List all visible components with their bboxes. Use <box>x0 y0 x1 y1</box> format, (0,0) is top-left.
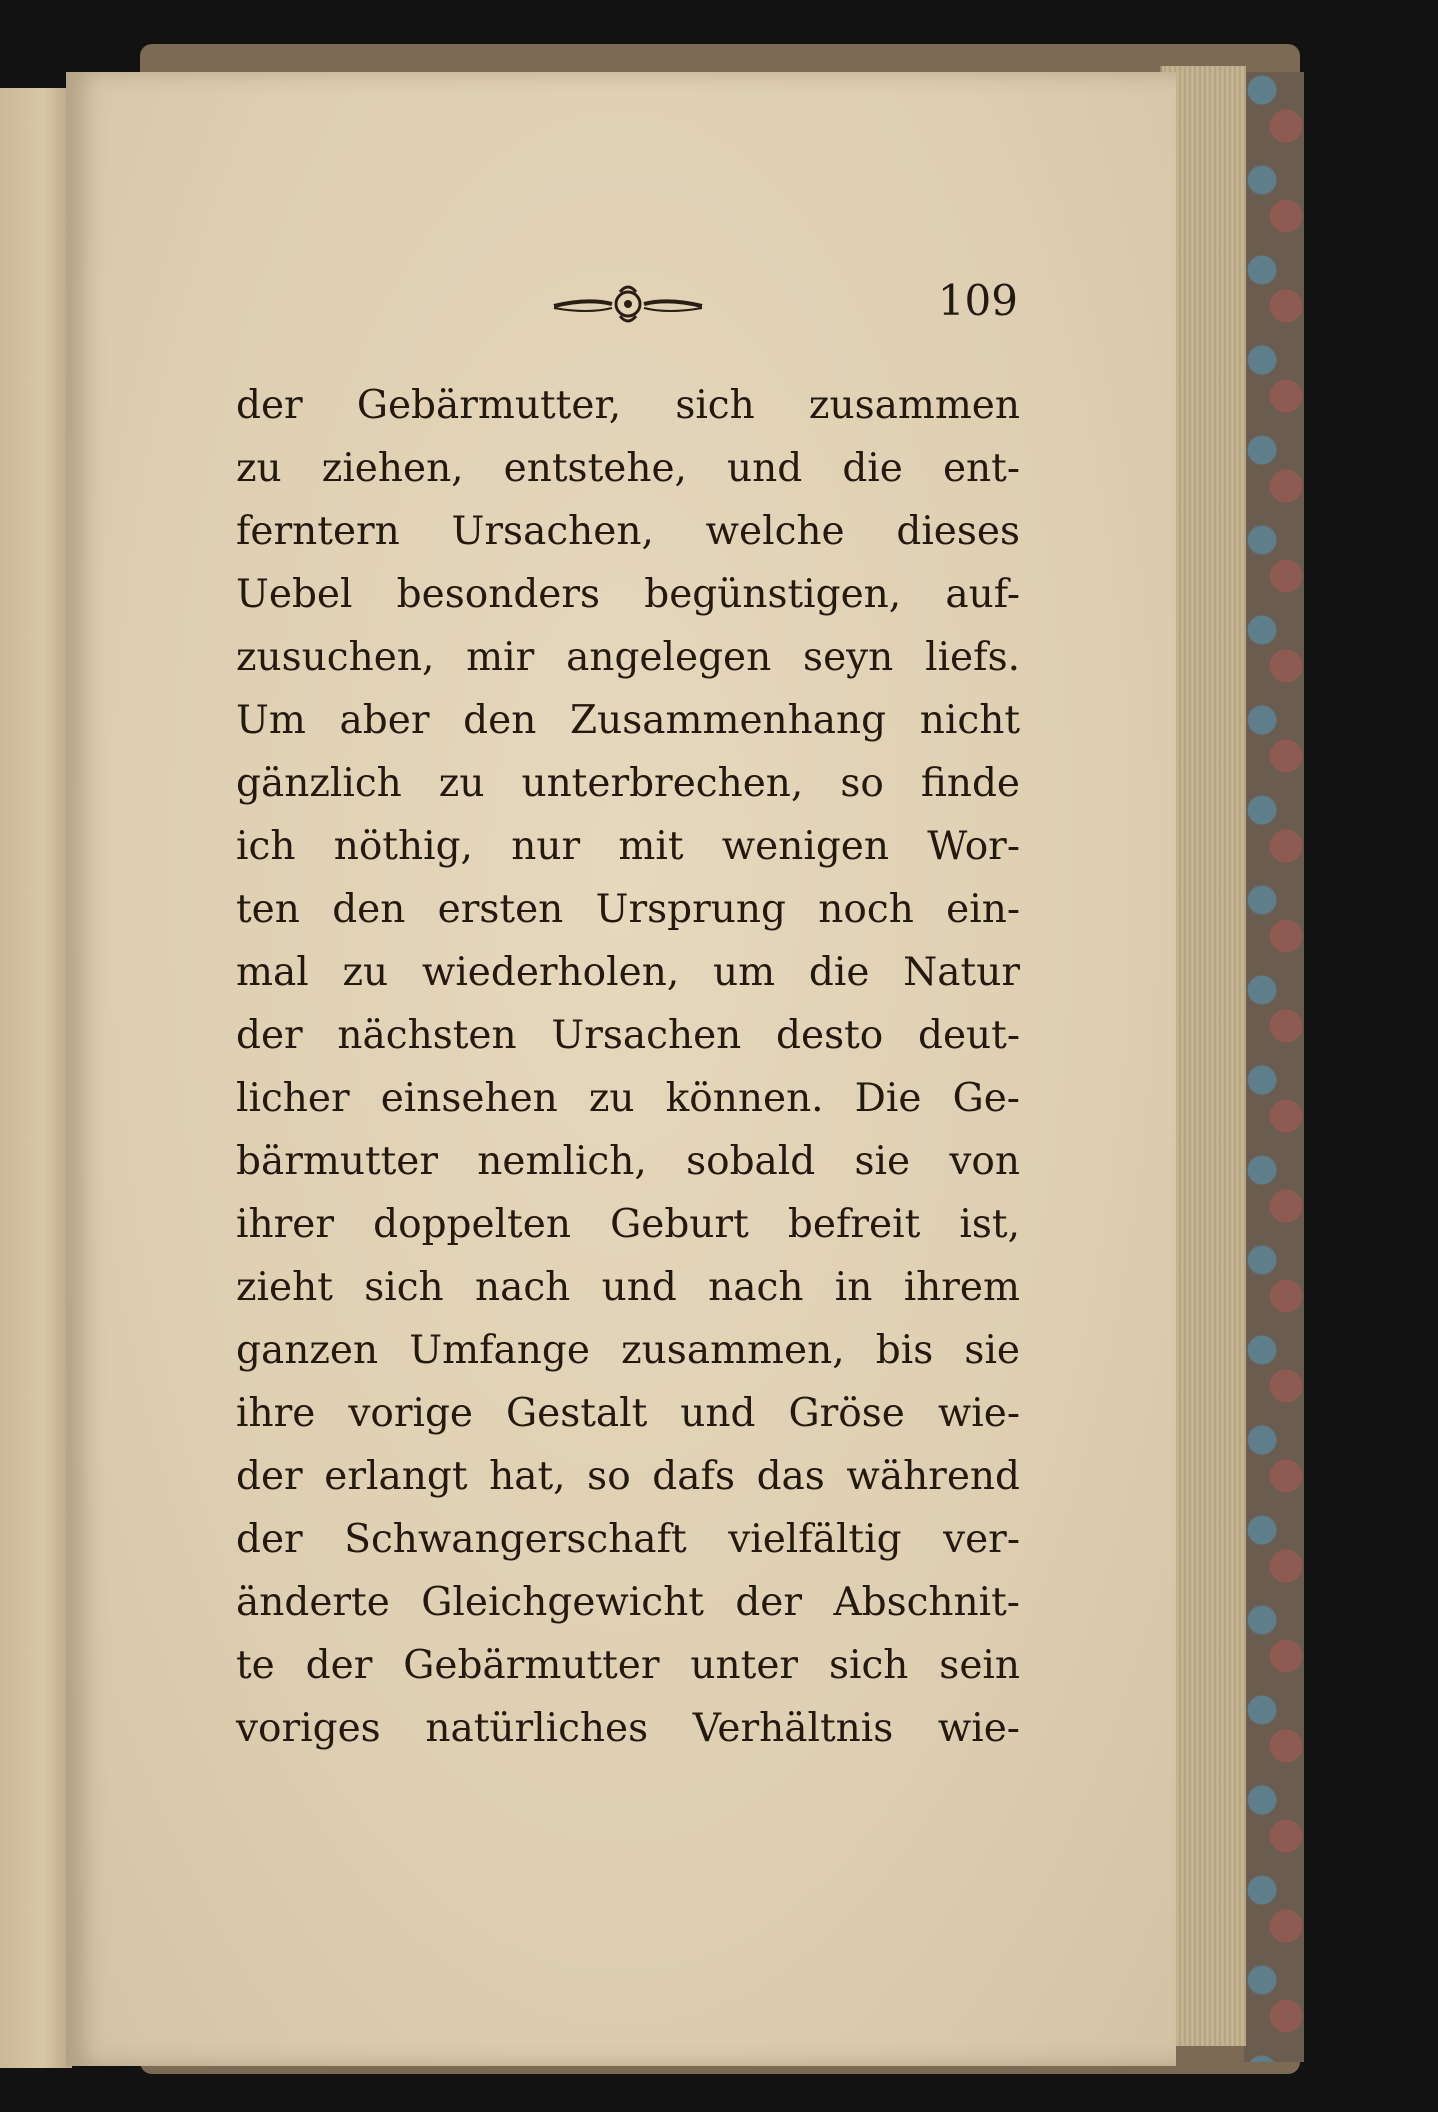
text-line: voriges natürliches Verhältnis wie- <box>236 1706 1020 1751</box>
text-line: zu ziehen, entstehe, und die ent- <box>236 446 1020 491</box>
text-line: licher einsehen zu können. Die Ge- <box>236 1076 1020 1121</box>
text-line: der Gebärmutter, sich zusammen <box>236 383 1020 428</box>
text-line: ihrer doppelten Geburt befreit ist, <box>236 1202 1020 1247</box>
text-line: mal zu wiederholen, um die Natur <box>236 950 1020 995</box>
body-text <box>236 374 1020 1760</box>
text-line: ich nöthig, nur mit wenigen Wor- <box>236 824 1020 869</box>
text-line: änderte Gleichgewicht der Abschnit- <box>236 1580 1020 1625</box>
text-line: der nächsten Ursachen desto deut- <box>236 1013 1020 1058</box>
marbled-cover-edge <box>1244 72 1304 2062</box>
text-line: ferntern Ursachen, welche dieses <box>236 509 1020 554</box>
page-number: 109 <box>937 276 1018 325</box>
text-line: der erlangt hat, so dafs das während <box>236 1454 1020 1499</box>
text-line: te der Gebärmutter unter sich sein <box>236 1643 1020 1688</box>
text-line: Uebel besonders begünstigen, auf- <box>236 572 1020 617</box>
text-line: zieht sich nach und nach in ihrem <box>236 1265 1020 1310</box>
page-header <box>548 276 1018 336</box>
text-line: bärmutter nemlich, sobald sie von <box>236 1139 1020 1184</box>
text-line: ihre vorige Gestalt und Gröse wie- <box>236 1391 1020 1436</box>
text-line: Um aber den Zusammenhang nicht <box>236 698 1020 743</box>
text-line: ganzen Umfange zusammen, bis sie <box>236 1328 1020 1373</box>
text-line: der Schwangerschaft vielfältig ver- <box>236 1517 1020 1562</box>
text-line: ten den ersten Ursprung noch ein- <box>236 887 1020 932</box>
left-page-edge <box>0 88 72 2068</box>
ornament-icon <box>548 284 708 324</box>
text-line: zusuchen, mir angelegen seyn liefs. <box>236 635 1020 680</box>
text-line: gänzlich zu unterbrechen, so finde <box>236 761 1020 806</box>
